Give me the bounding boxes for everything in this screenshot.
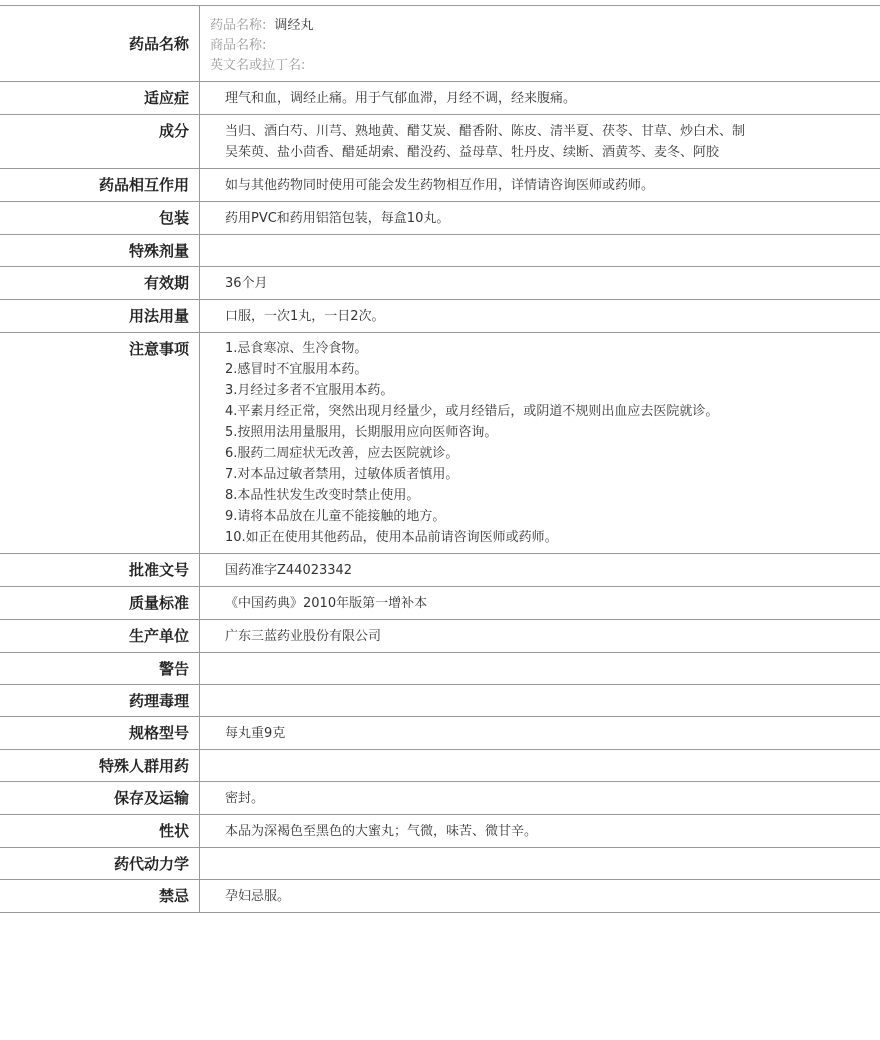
value-storage: 密封。 xyxy=(225,791,265,806)
value-interaction: 如与其他药物同时使用可能会发生药物相互作用，详情请咨询医师或药师。 xyxy=(225,178,655,193)
row-pharmacology xyxy=(0,685,880,717)
label-pharmacokinetics: 药代动力学 xyxy=(0,848,200,879)
english-name-key: 英文名或拉丁名: xyxy=(210,58,306,73)
label-storage: 保存及运输 xyxy=(0,782,200,814)
row-precautions xyxy=(0,333,880,554)
ingredients-line-1: 当归、酒白芍、川芎、熟地黄、醋艾炭、醋香附、陈皮、清半夏、茯苓、甘草、炒白术、制 xyxy=(225,124,746,139)
row-product-name xyxy=(0,6,880,82)
row-manufacturer xyxy=(0,620,880,653)
row-interaction xyxy=(0,169,880,202)
row-specification xyxy=(0,717,880,750)
precaution-item: 5.按照用法用量服用，长期服用应向医师咨询。 xyxy=(225,425,498,440)
label-indication: 适应症 xyxy=(0,82,200,114)
precaution-item: 9.请将本品放在儿童不能接触的地方。 xyxy=(225,509,446,524)
label-package: 包装 xyxy=(0,202,200,234)
precaution-item: 6.服药二周症状无改善，应去医院就诊。 xyxy=(225,446,459,461)
label-approval: 批准文号 xyxy=(0,554,200,586)
label-shelf-life: 有效期 xyxy=(0,267,200,299)
value-precautions xyxy=(200,333,880,553)
value-ingredients xyxy=(200,115,880,168)
label-standard: 质量标准 xyxy=(0,587,200,619)
label-usage: 用法用量 xyxy=(0,300,200,332)
value-package: 药用PVC和药用铝箔包装，每盒10丸。 xyxy=(225,211,450,226)
row-special-dosage xyxy=(0,235,880,267)
row-contraindication xyxy=(0,880,880,913)
row-special-population xyxy=(0,750,880,782)
precaution-item: 10.如正在使用其他药品，使用本品前请咨询医师或药师。 xyxy=(225,530,558,545)
row-usage xyxy=(0,300,880,333)
row-appearance xyxy=(0,815,880,848)
label-appearance: 性状 xyxy=(0,815,200,847)
value-appearance: 本品为深褐色至黑色的大蜜丸；气微，味苦、微甘辛。 xyxy=(225,824,538,839)
value-shelf-life: 36个月 xyxy=(225,276,268,291)
ingredients-line-2: 吴茱萸、盐小茴香、醋延胡索、醋没药、益母草、牡丹皮、续断、酒黄芩、麦冬、阿胶 xyxy=(225,145,720,160)
value-specification: 每丸重9克 xyxy=(225,726,286,741)
value-standard: 《中国药典》2010年版第一增补本 xyxy=(225,596,428,611)
value-special-dosage xyxy=(200,235,880,266)
trade-name-key: 商品名称: xyxy=(210,38,267,53)
label-interaction: 药品相互作用 xyxy=(0,169,200,201)
precaution-item: 7.对本品过敏者禁用，过敏体质者慎用。 xyxy=(225,467,459,482)
row-pharmacokinetics xyxy=(0,848,880,880)
row-approval xyxy=(0,554,880,587)
drug-name-value: 调经丸 xyxy=(274,18,314,33)
value-warning xyxy=(200,653,880,684)
drug-name-key: 药品名称: xyxy=(210,18,267,33)
row-ingredients xyxy=(0,115,880,169)
value-manufacturer: 广东三蓝药业股份有限公司 xyxy=(225,629,382,644)
label-warning: 警告 xyxy=(0,653,200,684)
value-contraindication: 孕妇忌服。 xyxy=(225,889,291,904)
label-ingredients: 成分 xyxy=(0,115,200,168)
drug-spec-table xyxy=(0,5,880,913)
label-product-name: 药品名称 xyxy=(0,6,200,81)
value-indication: 理气和血，调经止痛。用于气郁血滞，月经不调，经来腹痛。 xyxy=(225,91,577,106)
label-precautions: 注意事项 xyxy=(0,333,200,553)
row-shelf-life xyxy=(0,267,880,300)
label-manufacturer: 生产单位 xyxy=(0,620,200,652)
label-specification: 规格型号 xyxy=(0,717,200,749)
value-usage: 口服，一次1丸，一日2次。 xyxy=(225,309,385,324)
drug-name-line xyxy=(210,16,870,36)
row-storage xyxy=(0,782,880,815)
row-package xyxy=(0,202,880,235)
label-contraindication: 禁忌 xyxy=(0,880,200,912)
label-pharmacology: 药理毒理 xyxy=(0,685,200,716)
value-pharmacokinetics xyxy=(200,848,880,879)
value-product-name xyxy=(200,6,880,81)
precaution-item: 2.感冒时不宜服用本药。 xyxy=(225,362,368,377)
precaution-item: 1.忌食寒凉、生冷食物。 xyxy=(225,341,368,356)
row-indication xyxy=(0,82,880,115)
precaution-item: 8.本品性状发生改变时禁止使用。 xyxy=(225,488,420,503)
trade-name-line xyxy=(210,36,870,56)
label-special-population: 特殊人群用药 xyxy=(0,750,200,781)
english-name-line xyxy=(210,56,870,76)
label-special-dosage: 特殊剂量 xyxy=(0,235,200,266)
precaution-item: 4.平素月经正常，突然出现月经量少，或月经错后，或阴道不规则出血应去医院就诊。 xyxy=(225,404,719,419)
precaution-item: 3.月经过多者不宜服用本药。 xyxy=(225,383,394,398)
value-pharmacology xyxy=(200,685,880,716)
row-warning xyxy=(0,653,880,685)
row-standard xyxy=(0,587,880,620)
value-approval: 国药准字Z44023342 xyxy=(225,563,353,578)
value-special-population xyxy=(200,750,880,781)
